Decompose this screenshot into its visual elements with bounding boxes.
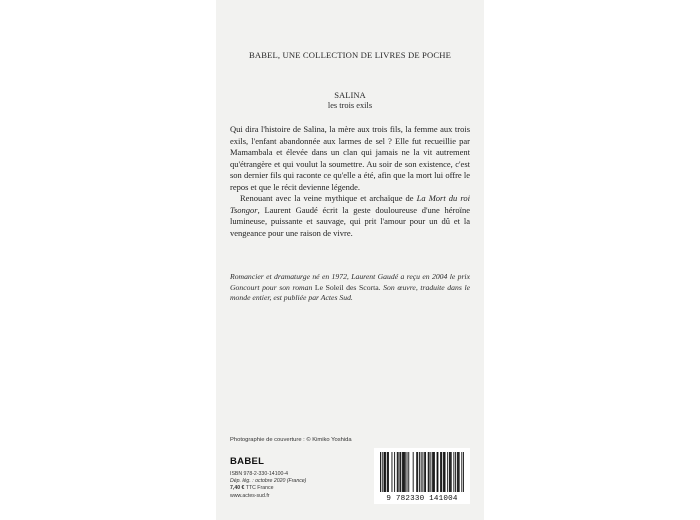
blurb-referenced-book: La Mort du roi Tsongor	[230, 193, 470, 215]
barcode-bar	[384, 452, 385, 492]
barcode-bar	[449, 452, 450, 492]
barcode-bar	[384, 452, 385, 492]
barcode-bar	[385, 452, 386, 492]
barcode-bar	[400, 452, 401, 492]
barcode-bar	[394, 452, 395, 492]
barcode-bar	[397, 452, 398, 492]
barcode-bar	[403, 452, 404, 492]
barcode-bar	[425, 452, 426, 492]
barcode-bar	[416, 452, 417, 492]
price-suffix: TTC France	[244, 485, 274, 492]
barcode-bar	[458, 452, 459, 492]
barcode-bar	[380, 452, 381, 492]
blurb-paragraph-2-intro: Renouant avec la veine mythique et archaïque de	[240, 193, 417, 203]
back-cover	[216, 0, 484, 520]
barcode-bar	[391, 452, 392, 492]
collection-line: BABEL, UNE COLLECTION DE LIVRES DE POCHE	[249, 50, 451, 60]
barcode-bar	[432, 452, 433, 492]
barcode-bar	[450, 452, 451, 492]
barcode-bar	[413, 452, 414, 492]
blurb-paragraph-1: Qui dira l'histoire de Salina, la mère aux trois fils, la femme aux trois exils, l'enfant abandonnée aux larmes de sel ? Elle fut recueillie par Mamambala et élevée dans un clan qui jamais ne la vit autrement qu'étrangère et qui voulut la soumettre. Au soir de son existence, c'est son dernier fils qui raconte ce qu'elle a été, afin que la mort lui offre le repos et que le récit devienne légende.	[230, 124, 470, 192]
barcode-bar	[453, 452, 454, 492]
barcode-bar	[444, 452, 445, 492]
barcode-bar	[422, 452, 423, 492]
barcode-bar	[434, 452, 435, 492]
barcode-bar	[447, 452, 448, 492]
barcode-bar	[405, 452, 406, 492]
author-bio	[230, 272, 470, 304]
barcode-bar	[399, 452, 400, 492]
website: www.actes-sud.fr	[230, 492, 270, 499]
blurb-paragraph-2-rest: , Laurent Gaudé écrit la geste douloureuse d'une héroïne lumineuse, puissante et sauvage, qui prit l'amour pour un dû et la vengeance pour une raison de vivre.	[230, 204, 470, 238]
barcode-bar	[461, 452, 462, 492]
barcode-bar	[419, 452, 420, 492]
legal-deposit: Dép. lég. : octobre 2020 (France)	[230, 478, 307, 485]
blurb-paragraph-2	[230, 193, 470, 239]
barcode-bar	[441, 452, 442, 492]
barcode-bar	[424, 452, 425, 492]
barcode-bar	[463, 452, 464, 492]
barcode-bar	[451, 452, 452, 492]
barcode-bars	[380, 452, 464, 492]
barcode-bar	[428, 452, 429, 492]
author-bio-part-1: Romancier et dramaturge né en 1972, Laurent Gaudé a reçu en 2004 le prix Goncourt pour son roman	[230, 272, 470, 292]
barcode-bar	[440, 452, 441, 492]
barcode-bar	[457, 452, 458, 492]
barcode-digits: 9 782330 141004	[386, 495, 458, 503]
author-bio-part-2: . Son œuvre, traduite dans le monde entier, est publiée par Actes Sud.	[230, 282, 470, 303]
barcode-bar	[433, 452, 434, 492]
barcode-bar	[382, 452, 383, 492]
book-title: SALINA	[334, 90, 366, 100]
barcode-bar	[429, 452, 430, 492]
blurb	[230, 124, 470, 239]
publisher-logo: BABEL	[230, 456, 265, 467]
barcode-bar	[387, 452, 388, 492]
legal-info	[230, 471, 306, 500]
barcode-bar	[443, 452, 444, 492]
barcode-bar	[455, 452, 456, 492]
barcode-bar	[402, 452, 403, 492]
barcode-bar	[417, 452, 418, 492]
barcode-bar	[407, 452, 408, 492]
photo-credit: Photographie de couverture : © Kimiko Yoshida	[230, 437, 352, 443]
barcode-bar	[404, 452, 405, 492]
price: 7,40 €	[230, 485, 245, 492]
barcode-bar	[445, 452, 446, 492]
author-bio-book: Le Soleil des Scorta	[314, 282, 379, 292]
price-line	[230, 485, 306, 492]
barcode-bar	[398, 452, 399, 492]
barcode-bar	[437, 452, 438, 492]
barcode-bar	[408, 452, 409, 492]
barcode-bar	[437, 452, 438, 492]
book-subtitle: les trois exils	[327, 101, 373, 110]
barcode-bar	[430, 452, 431, 492]
barcode	[374, 448, 470, 504]
barcode-bar	[459, 452, 460, 492]
barcode-bar	[388, 452, 389, 492]
barcode-bar	[421, 452, 422, 492]
isbn: ISBN 978-2-330-14100-4	[230, 471, 288, 477]
